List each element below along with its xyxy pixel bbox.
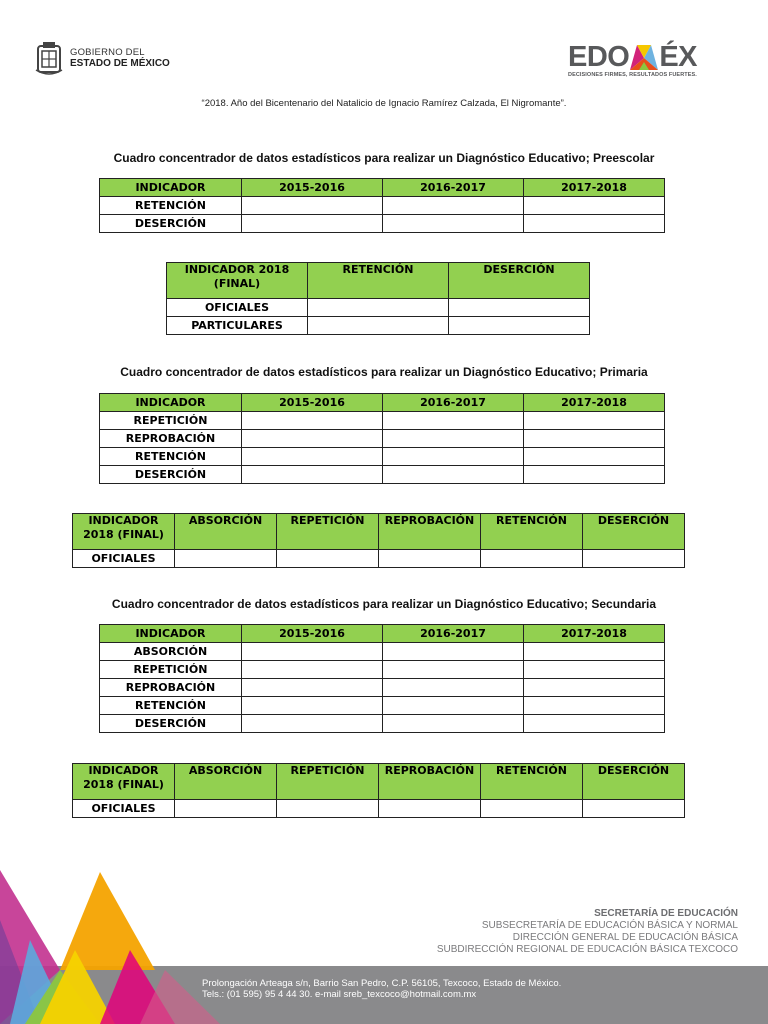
empty-cell[interactable] — [383, 697, 524, 715]
header-cell: 2015-2016 — [242, 179, 383, 197]
empty-cell[interactable] — [449, 317, 590, 335]
empty-cell[interactable] — [383, 715, 524, 733]
table-row — [100, 466, 665, 484]
table-row — [100, 197, 665, 215]
empty-cell[interactable] — [481, 550, 583, 568]
empty-cell[interactable] — [242, 430, 383, 448]
table-preescolar-final — [166, 262, 590, 335]
address-line2[interactable]: Tels.: (01 595) 95 4 44 30. e-mail sreb_texcoco@hotmail.com.mx — [202, 989, 477, 1000]
sep-line2: SUBSECRETARÍA DE EDUCACIÓN BÁSICA Y NORMAL — [481, 920, 738, 931]
row-label: REPETICIÓN — [100, 412, 242, 430]
table-row — [100, 643, 665, 661]
empty-cell[interactable] — [383, 466, 524, 484]
row-label: OFICIALES — [73, 800, 175, 818]
table-header-row — [73, 764, 685, 800]
row-label: REPETICIÓN — [100, 661, 242, 679]
header-cell: ABSORCIÓN — [175, 514, 277, 550]
table-row — [100, 661, 665, 679]
header-cell: 2017-2018 — [524, 394, 665, 412]
empty-cell[interactable] — [383, 643, 524, 661]
sep-line3: DIRECCIÓN GENERAL DE EDUCACIÓN BÁSICA — [512, 932, 738, 943]
address-line1: Prolongación Arteaga s/n, Barrio San Pedro, C.P. 56105, Texcoco, Estado de México. — [202, 978, 562, 989]
empty-cell[interactable] — [524, 661, 665, 679]
empty-cell[interactable] — [242, 215, 383, 233]
empty-cell[interactable] — [383, 215, 524, 233]
empty-cell[interactable] — [242, 448, 383, 466]
header-cell: DESERCIÓN — [449, 263, 590, 299]
header-cell: REPROBACIÓN — [379, 514, 481, 550]
table-row — [100, 412, 665, 430]
table-row — [100, 715, 665, 733]
empty-cell[interactable] — [175, 800, 277, 818]
header-cell: INDICADOR 2018 (FINAL) — [167, 263, 308, 299]
empty-cell[interactable] — [242, 197, 383, 215]
header-cell: INDICADOR 2018 (FINAL) — [73, 764, 175, 800]
empty-cell[interactable] — [524, 679, 665, 697]
empty-cell[interactable] — [242, 661, 383, 679]
empty-cell[interactable] — [524, 430, 665, 448]
row-label: ABSORCIÓN — [100, 643, 242, 661]
table-row — [100, 679, 665, 697]
empty-cell[interactable] — [583, 550, 685, 568]
table-row — [100, 448, 665, 466]
empty-cell[interactable] — [379, 550, 481, 568]
empty-cell[interactable] — [383, 448, 524, 466]
empty-cell[interactable] — [524, 215, 665, 233]
row-label: RETENCIÓN — [100, 197, 242, 215]
header-cell: REPETICIÓN — [277, 514, 379, 550]
empty-cell[interactable] — [383, 661, 524, 679]
empty-cell[interactable] — [524, 412, 665, 430]
header-cell: DESERCIÓN — [583, 514, 685, 550]
empty-cell[interactable] — [308, 299, 449, 317]
table-row — [100, 215, 665, 233]
table-header-row — [100, 394, 665, 412]
edomex-tagline: DECISIONES FIRMES, RESULTADOS FUERTES. — [568, 72, 697, 78]
header-cell: ABSORCIÓN — [175, 764, 277, 800]
sep-line1: SECRETARÍA DE EDUCACIÓN — [594, 908, 738, 919]
row-label: RETENCIÓN — [100, 697, 242, 715]
title-secundaria: Cuadro concentrador de datos estadísticos para realizar un Diagnóstico Educativo; Secundaria — [111, 597, 657, 611]
footer-address — [202, 978, 561, 1000]
empty-cell[interactable] — [175, 550, 277, 568]
empty-cell[interactable] — [379, 800, 481, 818]
row-label: REPROBACIÓN — [100, 679, 242, 697]
table-primaria-final — [72, 513, 685, 568]
institution-block — [437, 908, 738, 956]
edomex-logo-text-end: ÉX — [659, 41, 698, 73]
row-label: DESERCIÓN — [100, 215, 242, 233]
table-row — [100, 430, 665, 448]
row-label: DESERCIÓN — [100, 715, 242, 733]
empty-cell[interactable] — [277, 800, 379, 818]
header-cell: RETENCIÓN — [481, 514, 583, 550]
table-row — [73, 800, 685, 818]
empty-cell[interactable] — [242, 697, 383, 715]
empty-cell[interactable] — [583, 800, 685, 818]
row-label: OFICIALES — [73, 550, 175, 568]
header-cell: REPROBACIÓN — [379, 764, 481, 800]
title-preescolar: Cuadro concentrador de datos estadísticos para realizar un Diagnóstico Educativo; Preescolar — [113, 151, 655, 165]
empty-cell[interactable] — [524, 448, 665, 466]
edomex-m-icon — [629, 44, 659, 70]
header-cell: INDICADOR — [100, 179, 242, 197]
empty-cell[interactable] — [242, 412, 383, 430]
table-secundaria-annual — [99, 624, 665, 733]
empty-cell[interactable] — [277, 550, 379, 568]
table-header-row — [73, 514, 685, 550]
header-cell: 2016-2017 — [383, 179, 524, 197]
empty-cell[interactable] — [383, 430, 524, 448]
empty-cell[interactable] — [524, 715, 665, 733]
header-cell: 2016-2017 — [383, 625, 524, 643]
table-header-row — [100, 179, 665, 197]
table-preescolar-annual — [99, 178, 665, 233]
empty-cell[interactable] — [242, 643, 383, 661]
table-secundaria-final — [72, 763, 685, 818]
row-label: RETENCIÓN — [100, 448, 242, 466]
empty-cell[interactable] — [242, 715, 383, 733]
header-cell: DESERCIÓN — [583, 764, 685, 800]
coat-of-arms-icon — [34, 40, 64, 76]
header-cell: RETENCIÓN — [308, 263, 449, 299]
empty-cell[interactable] — [449, 299, 590, 317]
header-cell: INDICADOR — [100, 625, 242, 643]
header-cell: REPETICIÓN — [277, 764, 379, 800]
gobierno-logo — [34, 40, 170, 76]
empty-cell[interactable] — [242, 466, 383, 484]
row-label: OFICIALES — [167, 299, 308, 317]
header-cell: 2015-2016 — [242, 394, 383, 412]
edomex-logo — [568, 41, 730, 78]
header-cell: 2015-2016 — [242, 625, 383, 643]
row-label: DESERCIÓN — [100, 466, 242, 484]
empty-cell[interactable] — [524, 697, 665, 715]
gob-line2: ESTADO DE MÉXICO — [70, 58, 170, 69]
table-primaria-annual — [99, 393, 665, 484]
empty-cell[interactable] — [481, 800, 583, 818]
header-cell: 2016-2017 — [383, 394, 524, 412]
empty-cell[interactable] — [524, 197, 665, 215]
empty-cell[interactable] — [383, 197, 524, 215]
empty-cell[interactable] — [242, 679, 383, 697]
empty-cell[interactable] — [524, 643, 665, 661]
header-cell: INDICADOR 2018 (FINAL) — [73, 514, 175, 550]
table-header-row — [100, 625, 665, 643]
table-row — [100, 697, 665, 715]
gob-line1: GOBIERNO DEL — [70, 47, 145, 58]
header-cell: INDICADOR — [100, 394, 242, 412]
table-row — [167, 299, 590, 317]
header-cell: RETENCIÓN — [481, 764, 583, 800]
table-row — [73, 550, 685, 568]
sep-line4: SUBDIRECCIÓN REGIONAL DE EDUCACIÓN BÁSICA TEXCOCO — [436, 944, 738, 955]
row-label: REPROBACIÓN — [100, 430, 242, 448]
motto: “2018. Año del Bicentenario del Natalicio de Ignacio Ramírez Calzada, El Nigromante”. — [201, 98, 567, 109]
empty-cell[interactable] — [383, 412, 524, 430]
edomex-logo-text: EDO — [568, 41, 630, 73]
empty-cell[interactable] — [524, 466, 665, 484]
table-header-row — [167, 263, 590, 299]
header-cell: 2017-2018 — [524, 625, 665, 643]
table-row — [167, 317, 590, 335]
title-primaria: Cuadro concentrador de datos estadísticos para realizar un Diagnóstico Educativo; Primaria — [120, 365, 648, 379]
row-label: PARTICULARES — [167, 317, 308, 335]
header-cell: 2017-2018 — [524, 179, 665, 197]
empty-cell[interactable] — [383, 679, 524, 697]
empty-cell[interactable] — [308, 317, 449, 335]
